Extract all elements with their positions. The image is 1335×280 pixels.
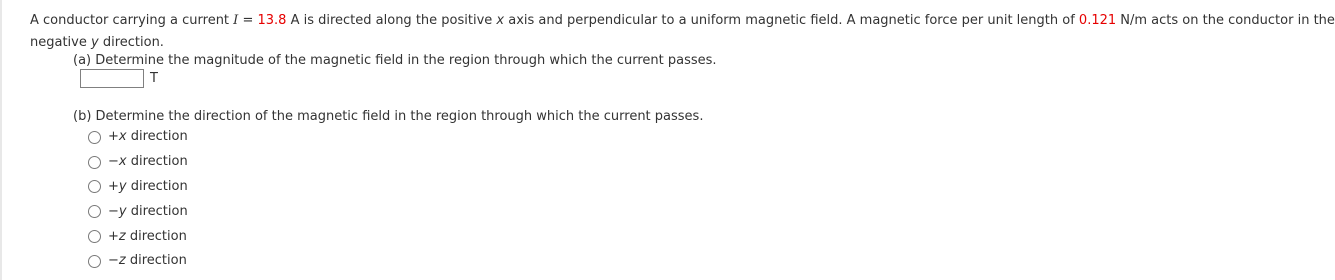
problem-text: direction. <box>98 35 164 50</box>
radio-button[interactable] <box>88 131 101 144</box>
option-negative-z[interactable] <box>88 249 188 274</box>
option-sign: + <box>108 129 119 145</box>
option-label <box>108 128 188 146</box>
option-positive-z[interactable] <box>88 224 188 249</box>
y-symbol: y <box>91 35 99 50</box>
problem-text: A conductor carrying a current <box>30 13 234 28</box>
option-positive-x[interactable] <box>88 125 188 150</box>
option-axis: z <box>118 228 126 244</box>
option-text: direction <box>126 203 188 219</box>
problem-line-2 <box>30 32 1198 54</box>
problem-statement <box>30 10 1335 54</box>
problem-text: axis and perpendicular to a uniform magnetic field. A magnetic force per unit length of <box>504 13 1079 28</box>
option-negative-x[interactable] <box>88 150 188 175</box>
option-label <box>108 203 188 221</box>
option-text: direction <box>126 129 188 145</box>
option-text: direction <box>125 228 187 244</box>
radio-button[interactable] <box>88 255 101 268</box>
current-value: 13.8 <box>257 13 287 28</box>
option-sign: + <box>108 228 119 244</box>
option-sign: − <box>108 253 119 269</box>
radio-button[interactable] <box>88 180 101 193</box>
radio-button[interactable] <box>88 156 101 169</box>
problem-text: negative <box>30 35 91 50</box>
option-axis: y <box>118 178 127 194</box>
option-label <box>108 252 187 270</box>
problem-text: A is directed along the positive <box>286 13 497 28</box>
option-sign: − <box>108 203 119 219</box>
option-axis: x <box>118 129 127 145</box>
force-value: 0.121 <box>1078 13 1117 28</box>
option-negative-y[interactable] <box>88 199 188 224</box>
current-symbol: I <box>233 13 239 28</box>
problem-text: = <box>238 13 258 28</box>
option-label <box>108 178 188 196</box>
x-symbol: x <box>496 13 505 28</box>
radio-button[interactable] <box>88 205 101 218</box>
option-sign: − <box>108 154 119 170</box>
option-axis: z <box>118 253 126 269</box>
magnetic-field-magnitude-input[interactable] <box>80 69 144 88</box>
option-text: direction <box>126 178 188 194</box>
left-margin-rule <box>0 0 2 280</box>
part-a-answer-row <box>80 69 158 88</box>
option-label <box>108 153 188 171</box>
option-text: direction <box>126 154 188 170</box>
option-text: direction <box>125 253 187 269</box>
radio-button[interactable] <box>88 230 101 243</box>
option-positive-y[interactable] <box>88 175 188 200</box>
option-axis: x <box>118 154 127 170</box>
part-a-question: (a) Determine the magnitude of the magnetic field in the region through which the current passes. <box>73 53 717 68</box>
problem-line-1 <box>30 10 1335 32</box>
direction-options <box>88 125 188 274</box>
problem-text: N/m acts on the conductor in the <box>1116 13 1335 28</box>
option-label <box>108 228 187 246</box>
option-sign: + <box>108 178 119 194</box>
part-b-question: (b) Determine the direction of the magnetic field in the region through which the current passes. <box>73 109 704 124</box>
option-axis: y <box>118 203 127 219</box>
unit-label: T <box>150 71 158 86</box>
